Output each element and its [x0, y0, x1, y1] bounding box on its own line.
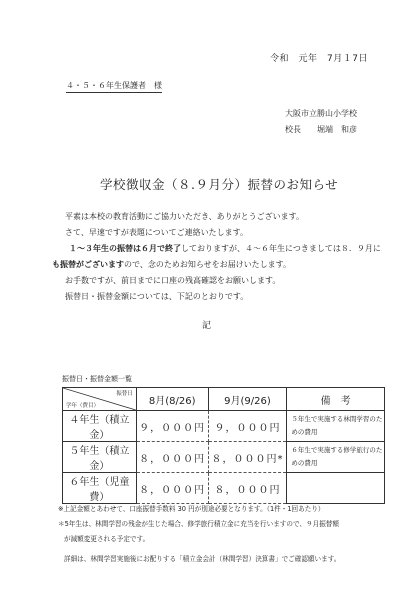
row-category: ６年生（児童費）: [63, 473, 137, 504]
body-line-3: [69, 243, 381, 254]
body-line-5: お手数ですが、前日までに口座の残高確認をお願いします。: [65, 276, 281, 285]
school-name: 大阪市立勝山小学校: [285, 109, 357, 118]
principal-name: 校長 堀端 和彦: [285, 125, 357, 134]
header-grade-label: 学年（費目）: [66, 403, 100, 409]
row-aug-amount: ８，０００円: [136, 442, 208, 473]
row-note: ５年生で実施する林間学習のための費用: [287, 411, 385, 442]
row-sep-amount: ８，０００円*: [208, 442, 287, 473]
recipient-line: ４・５・６年生保護者 様: [66, 80, 162, 93]
body-line-1: 平素は本校の教育活動にご協力いただき、ありがとうございます。: [65, 212, 305, 221]
table-caption: 振替日・振替金額一覧: [62, 375, 132, 383]
footnote-grade5-cont: が減額変更される予定です。: [64, 535, 150, 543]
row-category: ４年生（積立金）: [63, 411, 137, 442]
row-category: ５年生（積立金）: [63, 442, 137, 473]
table-header-row: [63, 388, 385, 411]
table-row: [63, 442, 385, 473]
column-header-note: 備 考: [287, 388, 385, 411]
footnote-fee: ※上記金額とあわせて、口座振替手数料 30 円が別途必要となります。（1件・1回あたり）: [58, 505, 325, 513]
row-sep-amount: ８，０００円: [208, 473, 287, 504]
footnote-grade5: ＊5年生は、林間学習の残金が生じた場合、修学旅行積立金に充当を行いますので、９月振替額: [58, 520, 339, 528]
footnote-details: 詳細は、林間学習実施後にお配りする「積立金会計（林間学習）決算書」でご確認願います。: [64, 555, 341, 563]
body-line-2: さて、早速ですが表題についてご連絡いたします。: [65, 228, 249, 237]
body-line-4-text: ので、念のためお知らせをお届けいたします。: [124, 260, 291, 269]
body-line-3-emphasis: １～３年生の振替は６月で終了: [69, 244, 181, 253]
header-date-label: 振替日: [116, 391, 133, 397]
column-header-aug: 8月(8/26): [136, 388, 208, 411]
body-line-6: 振替日・振替金額については、下記のとおりです。: [65, 292, 249, 301]
body-line-4: [52, 259, 291, 270]
table-row: [63, 411, 385, 442]
diagonal-header-cell: [63, 388, 137, 411]
body-line-3-text: しておりますが、４～６年生につきましては８．９月に: [181, 244, 381, 253]
document-title: 学校徴収金（８.９月分）振替のお知らせ: [100, 177, 339, 192]
fee-table: [62, 387, 385, 504]
column-header-sep: 9月(9/26): [208, 388, 287, 411]
table-row: [63, 473, 385, 504]
document-date: 令和 元年 7月１7日: [270, 54, 368, 64]
row-sep-amount: ９，０００円: [208, 411, 287, 442]
row-aug-amount: ８，０００円: [136, 473, 208, 504]
row-note: [287, 473, 385, 504]
row-aug-amount: ９，０００円: [136, 411, 208, 442]
body-line-4-emphasis: も振替がございます: [52, 260, 124, 269]
row-note: ６年生で実施する修学旅行のための費用: [287, 442, 385, 473]
ki-heading: 記: [202, 321, 212, 331]
